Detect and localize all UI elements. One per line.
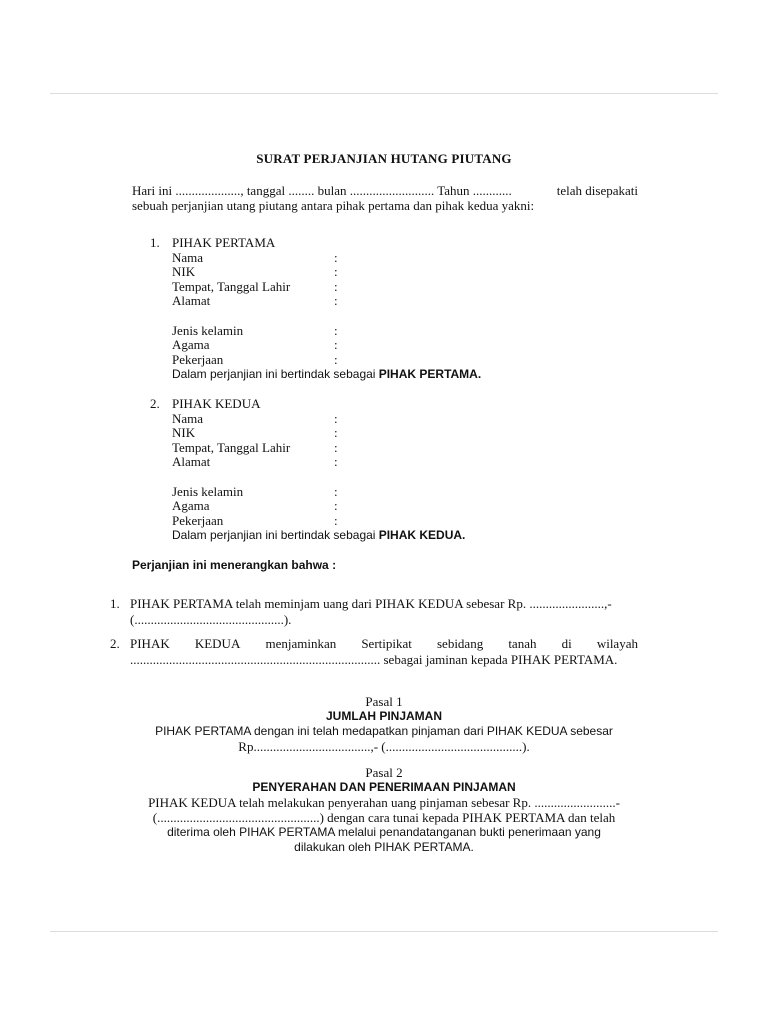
- intro-paragraph: [132, 183, 638, 213]
- party-first-field-religion: Agama :: [172, 337, 338, 353]
- party-first-block: [150, 236, 481, 382]
- party-first-field-name: Nama :: [172, 249, 338, 265]
- party-first-field-address: Alamat :: [172, 293, 338, 309]
- pasal-2-line1: PIHAK KEDUA telah melakukan penyerahan uang pinjaman sebesar Rp. .........................-: [148, 795, 620, 810]
- party-second-field-name: Nama :: [172, 410, 338, 426]
- party-second-field-nik: NIK :: [172, 425, 338, 441]
- party-second-field-job: Pekerjaan :: [172, 512, 338, 528]
- pasal-2-section: [0, 765, 768, 855]
- party-first-field-job: Pekerjaan :: [172, 351, 338, 367]
- pasal-2-line3: diterima oleh PIHAK PERTAMA melalui penandatanganan bukti penerimaan yang: [167, 825, 601, 839]
- party-first-field-gender: Jenis kelamin :: [172, 322, 338, 338]
- party-second-role: Dalam perjanjian ini bertindak sebagai PIHAK KEDUA.: [172, 528, 466, 543]
- statement-item-1: 1. PIHAK PERTAMA telah meminjam uang dari PIHAK KEDUA sebesar Rp. .......................,- (..............................................).: [110, 596, 612, 627]
- party-first-field-birth: Tempat, Tanggal Lahir :: [172, 278, 338, 294]
- intro-line1-b: telah disepakati: [556, 183, 638, 198]
- pasal-1-line1: PIHAK PERTAMA dengan ini telah medapatkan pinjaman dari PIHAK KEDUA sebesar: [155, 724, 613, 738]
- party-second-number: 2.: [150, 396, 160, 411]
- party-first-number: 1.: [150, 235, 160, 250]
- party-second-field-birth: Tempat, Tanggal Lahir :: [172, 439, 338, 455]
- pasal-2-label: Pasal 2: [365, 765, 403, 780]
- explains-heading: Perjanjian ini menerangkan bahwa :: [132, 558, 337, 572]
- pasal-2-line2: (..................................................) dengan cara tunai kepada PIHAK PERTAMA dan telah: [152, 810, 616, 825]
- party-second-field-address: Alamat :: [172, 454, 338, 470]
- party-second-heading: PIHAK KEDUA: [172, 396, 261, 411]
- pasal-1-line2: Rp....................................,- (..........................................).: [238, 739, 530, 754]
- party-second-field-gender: Jenis kelamin :: [172, 483, 338, 499]
- intro-line2: sebuah perjanjian utang piutang antara pihak pertama dan pihak kedua yakni:: [132, 198, 535, 213]
- pasal-2-heading: PENYERAHAN DAN PENERIMAAN PINJAMAN: [252, 780, 516, 794]
- party-second-field-religion: Agama :: [172, 498, 338, 514]
- party-first-field-nik: NIK :: [172, 264, 338, 280]
- document-title: SURAT PERJANJIAN HUTANG PIUTANG: [256, 151, 512, 166]
- statement-list: [110, 596, 638, 676]
- party-second-block: [150, 397, 465, 543]
- party-first-role: Dalam perjanjian ini bertindak sebagai PIHAK PERTAMA.: [172, 367, 482, 382]
- statement-item-2: 2. PIHAK KEDUA menjaminkan Sertipikat sebidang tanah di wilayah ............................................................................. sebagai jaminan kepada PIHAK PERTAMA.: [110, 636, 638, 667]
- pasal-2-line4: dilakukan oleh PIHAK PERTAMA.: [294, 840, 474, 854]
- pasal-1-label: Pasal 1: [365, 694, 403, 709]
- intro-line1-a: Hari ini ...................., tanggal ........ bulan .......................... Tahun ............: [132, 183, 512, 198]
- pasal-1-heading: JUMLAH PINJAMAN: [325, 709, 442, 723]
- party-first-heading: PIHAK PERTAMA: [172, 235, 276, 250]
- pasal-1-section: [0, 694, 768, 754]
